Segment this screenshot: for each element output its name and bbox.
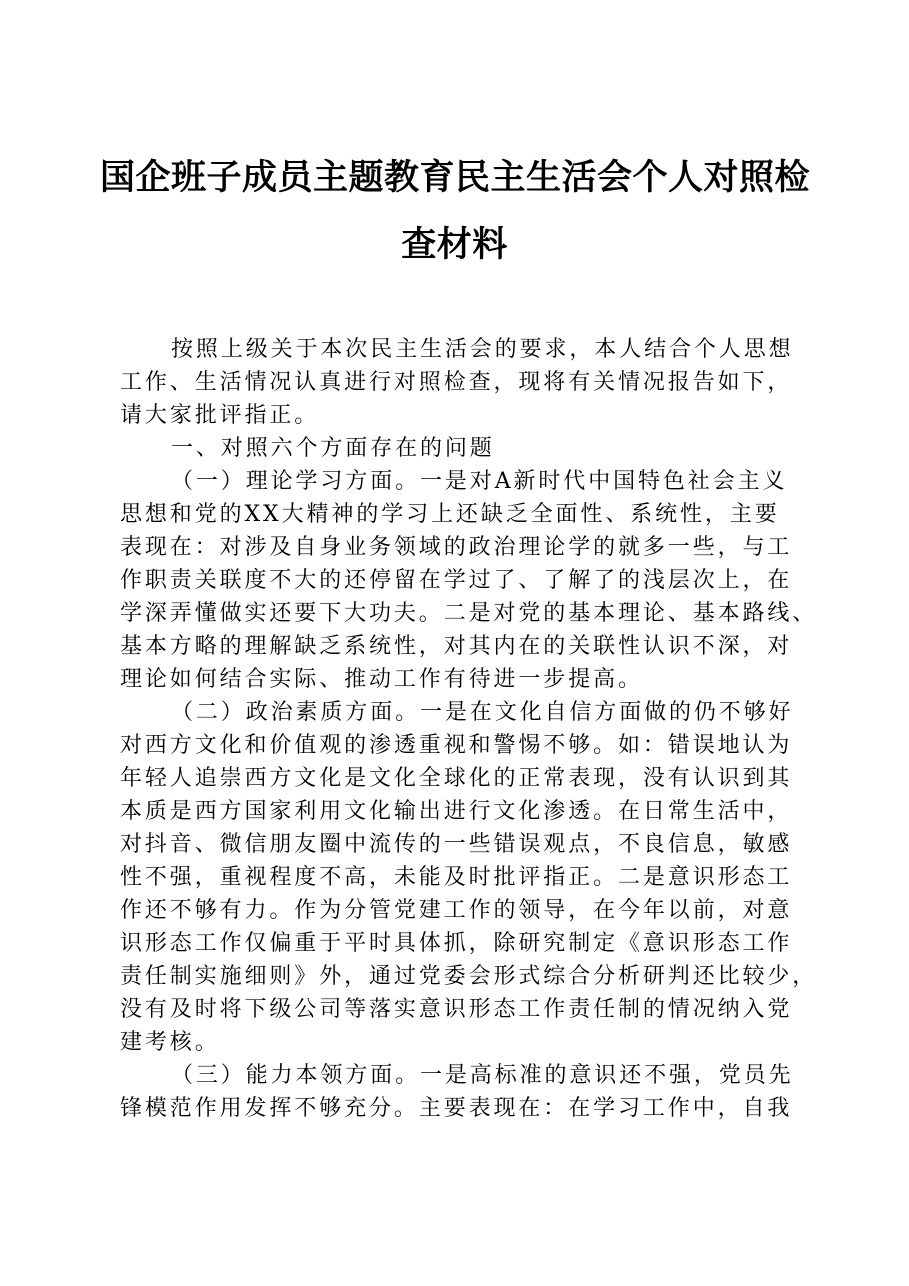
paragraph-line: 建考核。 [120,1030,220,1055]
paragraph-line: 作职责关联度不大的还停留在学过了、了解了的浅层次上，在 [120,568,793,593]
paragraph-line: 没有及时将下级公司等落实意识形态工作责任制的情况纳入党 [120,997,793,1022]
paragraph-line: 工作、生活情况认真进行对照检查，现将有关情况报告如下， [120,370,793,395]
paragraph-line: 按照上级关于本次民主生活会的要求，本人结合个人思想 [171,337,794,362]
paragraph-line: 锋模范作用发挥不够充分。主要表现在：在学习工作中，自我 [120,1096,793,1121]
paragraph-line: 学深弄懂做实还要下大功夫。二是对党的基本理论、基本路线、 [120,601,818,626]
paragraph-line: 基本方略的理解缺乏系统性，对其内在的关联性认识不深，对 [120,634,793,659]
paragraph-line: （三）能力本领方面。一是高标准的意识还不强，党员先 [171,1063,794,1088]
paragraph-line: 本质是西方国家利用文化输出进行文化渗透。在日常生活中， [120,799,793,824]
paragraph-line: 理论如何结合实际、推动工作有待进一步提高。 [120,667,643,692]
paragraph-line: 对抖音、微信朋友圈中流传的一些错误观点，不良信息，敏感 [120,832,793,857]
document-title-line-2: 查材料 [401,224,508,265]
paragraph-line: 年轻人追崇西方文化是文化全球化的正常表现，没有认识到其 [120,766,793,791]
document-title-line-1: 国企班子成员主题教育民主生活会个人对照检 [100,157,811,198]
paragraph-line: 性不强，重视程度不高，未能及时批评指正。二是意识形态工 [120,865,793,890]
paragraph-line: 识形态工作仅偏重于平时具体抓，除研究制定《意识形态工作 [120,931,793,956]
paragraph-line: 思想和党的XX大精神的学习上还缺乏全面性、系统性，主要 [120,502,780,527]
paragraph-line: 作还不够有力。作为分管党建工作的领导，在今年以前，对意 [120,898,793,923]
section-heading: 一、对照六个方面存在的问题 [171,436,495,461]
paragraph-line: （一）理论学习方面。一是对A新时代中国特色社会主义 [171,469,788,494]
paragraph-line: （二）政治素质方面。一是在文化自信方面做的仍不够好 [171,700,794,725]
paragraph-line: 表现在：对涉及自身业务领域的政治理论学的就多一些，与工 [120,535,793,560]
paragraph-line: 对西方文化和价值观的渗透重视和警惕不够。如：错误地认为 [120,733,793,758]
paragraph-line: 请大家批评指正。 [120,403,320,428]
paragraph-line: 责任制实施细则》外，通过党委会形式综合分析研判还比较少， [120,964,818,989]
